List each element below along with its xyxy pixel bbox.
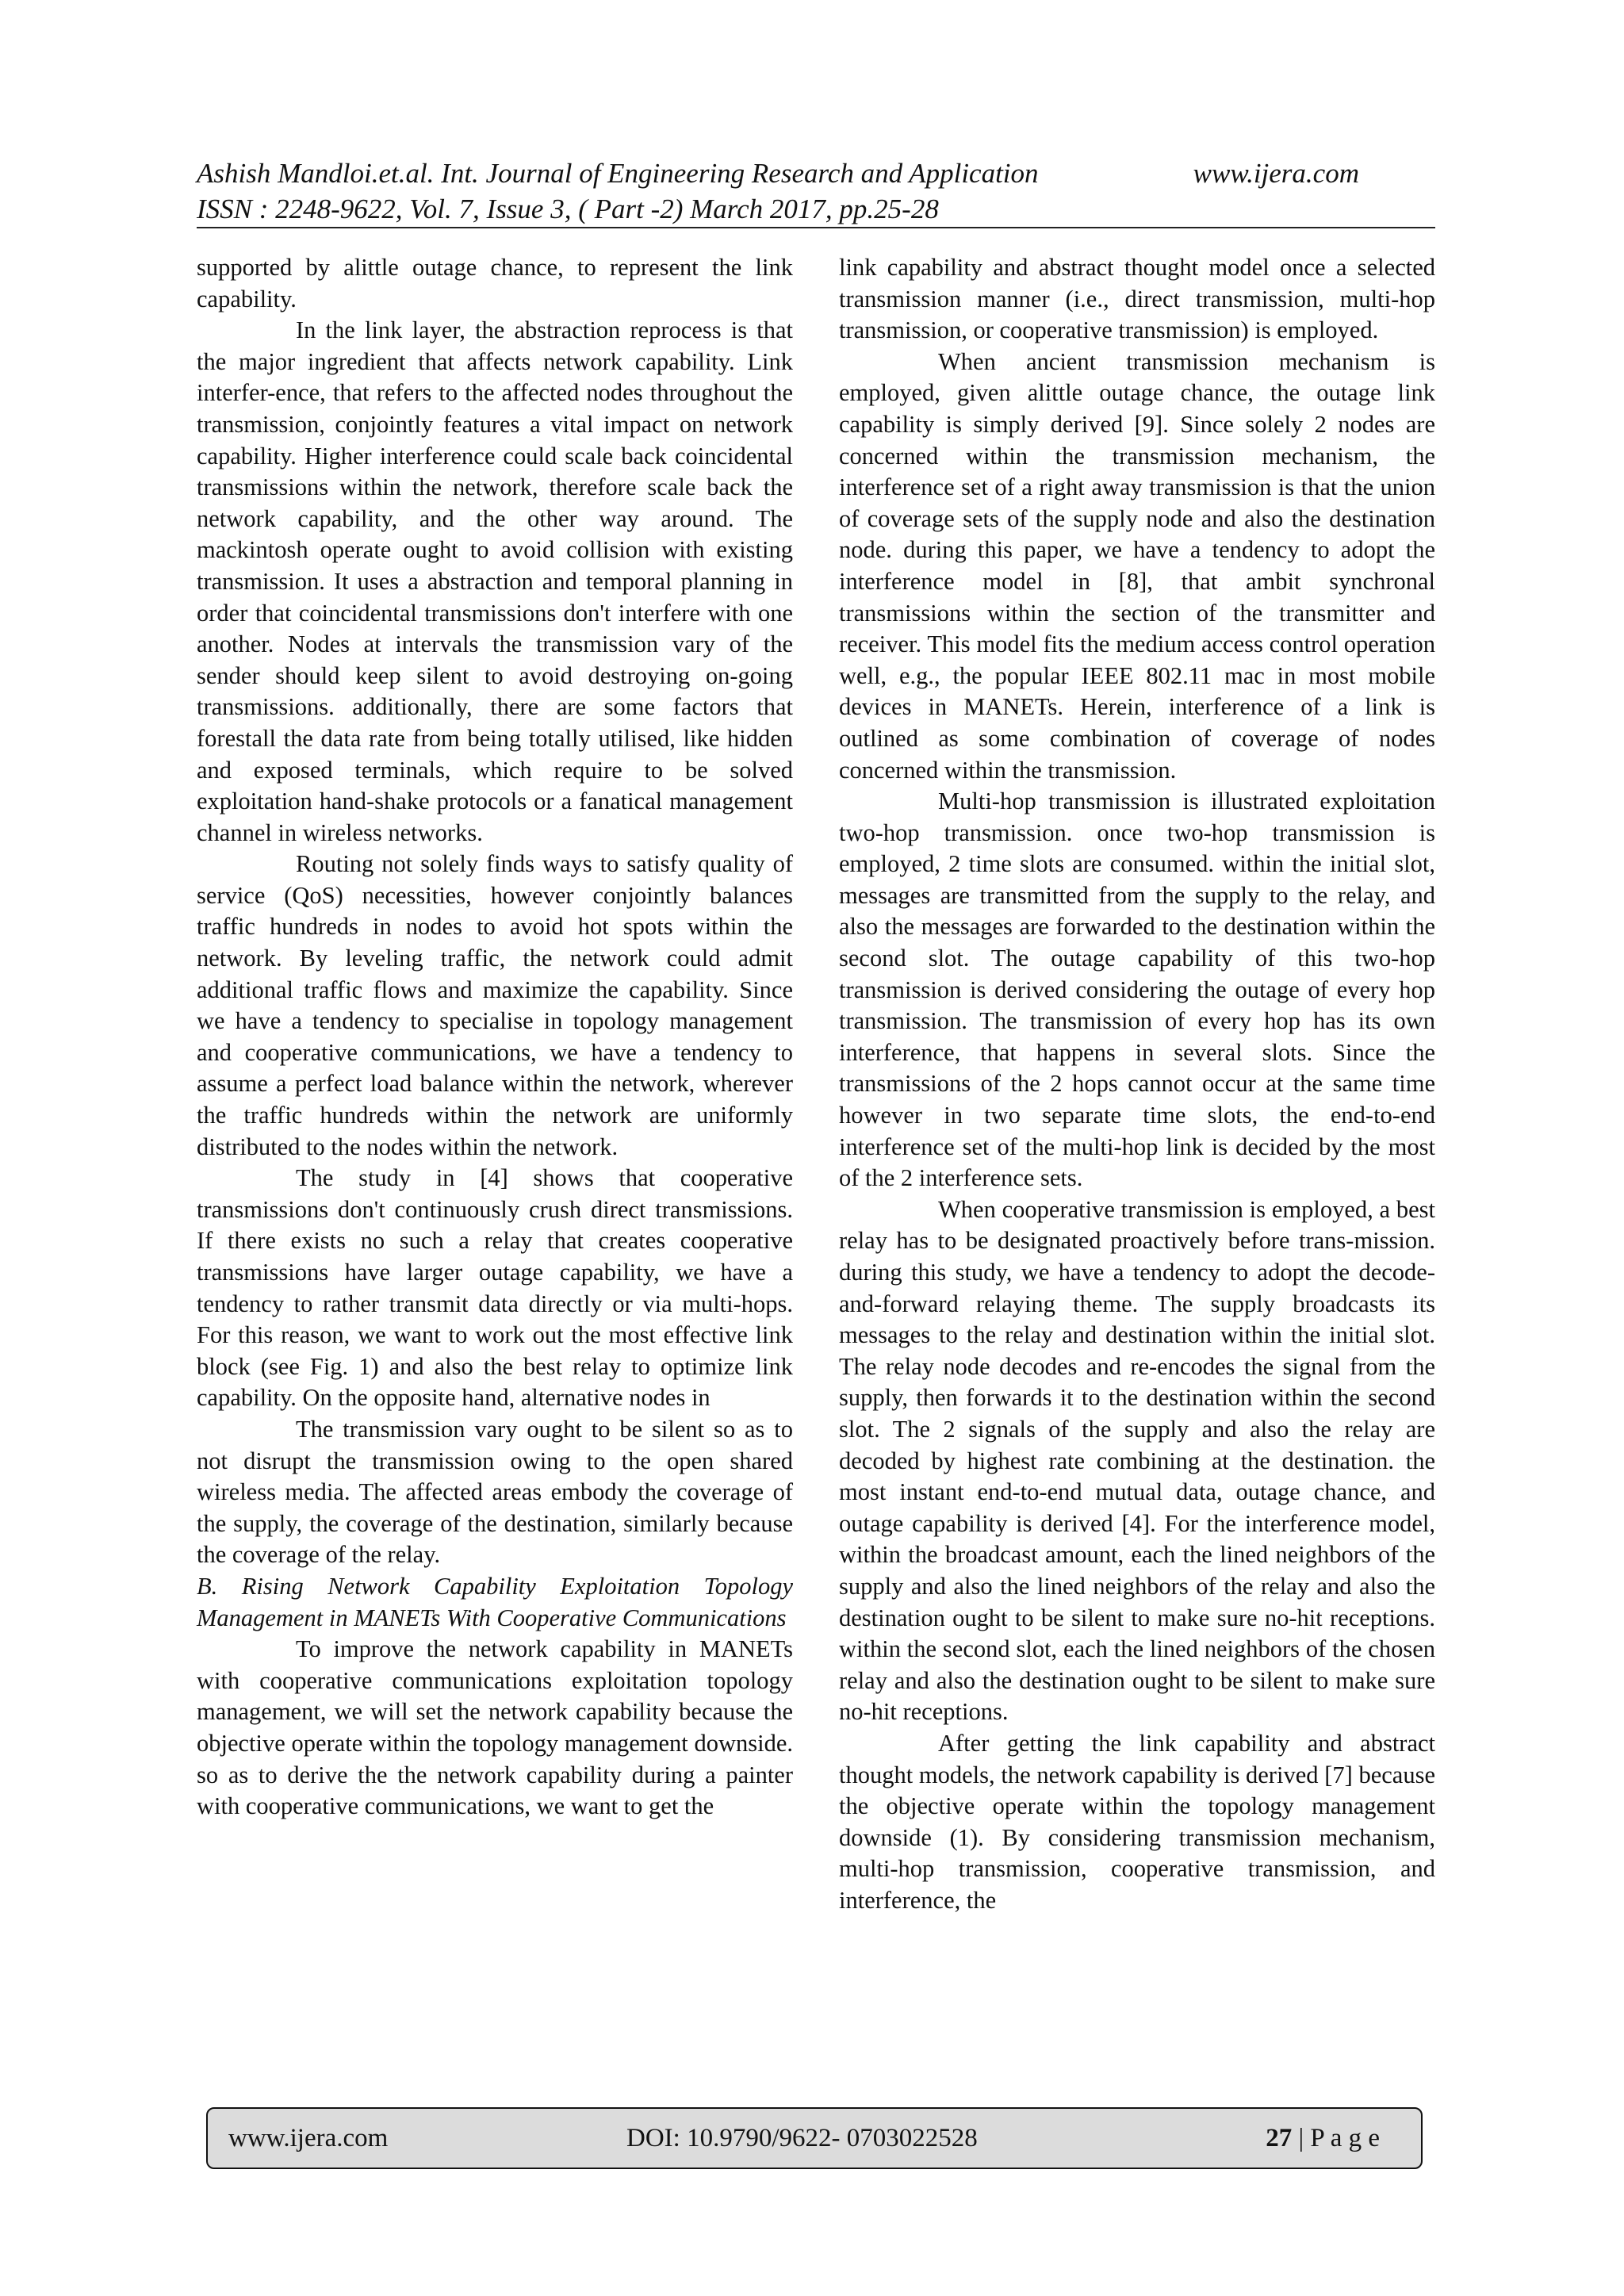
footer-url[interactable]: www.ijera.com	[228, 2124, 389, 2152]
page-footer	[206, 2107, 1423, 2169]
paragraph: The study in [4] shows that cooperative transmissions don't continuously crush direct transmissions. If there exists no such a relay that creates cooperative transmissions have larger outage capability, we have a tendency to rather transmit data directly or via multi-hops. For this reason, we want to work out the most effective link block (see Fig. 1) and also the best relay to optimize link capability. On the opposite hand, alternative nodes in	[197, 1164, 793, 1412]
paragraph: After getting the link capability and abstract thought models, the network capability is derived [7] because the objective operate within the topology management downside (1). By considering transmission mechanism, multi-hop transmission, cooperative transmission, and interference, the	[839, 1729, 1435, 1914]
paragraph: Routing not solely finds ways to satisfy quality of service (QoS) necessities, however conjointly balances traffic hundreds in nodes to avoid hot spots within the network. By leveling traffic, the network could admit additional traffic flows and maximize the capability. Since we have a tendency to specialise in topology management and cooperative communications, we have a tendency to assume a perfect load balance within the network, wherever the traffic hundreds within the network are uniformly distributed to the nodes within the network.	[197, 850, 793, 1160]
right-column	[839, 252, 1435, 1916]
journal-url[interactable]: www.ijera.com	[1193, 158, 1359, 189]
paragraph: When cooperative transmission is employed, a best relay has to be designated proactively before trans-mission. during this study, we have a tendency to adopt the decode-and-forward relaying theme. The supply broadcasts its messages to the relay and destination within the initial slot. The relay node decodes and re-encodes the signal from the supply, then forwards it to the destination within the second slot. The 2 signals of the supply and also the relay are decoded by highest rate combining at the destination. the most instant end-to-end mutual data, outage chance, and outage capability is derived [4]. For the interference model, within the broadcast amount, each the lined neighbors of the supply and also the lined neighbors of the relay and also the destination ought to be silent to make sure no-hit receptions. within the second slot, each the lined neighbors of the chosen relay and also the destination ought to be silent to make sure no-hit receptions.	[839, 1195, 1435, 1726]
running-header	[197, 155, 1435, 227]
page-label: | P a g e	[1292, 2124, 1380, 2152]
paragraph: In the link layer, the abstraction reprocess is that the major ingredient that affects network capability. Link interfer-ence, that refers to the affected nodes throughout the transmission, conjointly features a vital impact on network capability. Higher interference could scale back coincidental transmissions within the network, therefore scale back the network capability, and the other way around. The mackintosh operate ought to avoid collision with existing transmission. It uses a abstraction and temporal planning in order that coincidental transmissions don't interfere with one another. Nodes at intervals the transmission vary of the sender should keep silent to avoid destroying on-going transmissions. additionally, there are some factors that forestall the data rate from being totally utilised, like hidden and exposed terminals, which require to be solved exploitation hand-shake protocols or a fanatical management channel in wireless networks.	[197, 316, 793, 846]
paragraph: The transmission vary ought to be silent so as to not disrupt the transmission owing to the open shared wireless media. The affected areas embody the coverage of the supply, the coverage of the destination, similarly because the coverage of the relay.	[197, 1415, 793, 1569]
paragraph: supported by alittle outage chance, to represent the link capability.	[197, 254, 793, 312]
page-number-value: 27	[1266, 2124, 1293, 2152]
header-divider	[197, 227, 1435, 228]
paragraph: Multi-hop transmission is illustrated exploitation two-hop transmission. once two-hop transmission is employed, 2 time slots are consumed. within the initial slot, messages are transmitted from the supply to the relay, and also the messages are forwarded to the destination within the second slot. The outage capability of this two-hop transmission is derived considering the outage of every hop transmission. The transmission of every hop has its own interference, that happens in several slots. Since the transmissions of the 2 hops cannot occur at the same time however in two separate time slots, the end-to-end interference set of the multi-hop link is decided by the most of the 2 interference sets.	[839, 788, 1435, 1192]
section-heading: B. Rising Network Capability Exploitation Topology Management in MANETs With Cooperative Communications	[197, 1572, 793, 1631]
issn-line: ISSN : 2248-9622, Vol. 7, Issue 3, ( Part -2) March 2017, pp.25-28	[197, 194, 939, 224]
page-number	[1266, 2109, 1380, 2168]
paragraph: link capability and abstract thought model once a selected transmission manner (i.e., direct transmission, multi-hop transmission, or cooperative transmission) is employed.	[839, 254, 1435, 344]
paragraph: To improve the network capability in MANETs with cooperative communications exploitation topology management, we will set the network capability because the objective operate within the topology management downside. so as to derive the the network capability during a painter with cooperative communications, we want to get the	[197, 1635, 793, 1820]
paragraph: When ancient transmission mechanism is employed, given alittle outage chance, the outage link capability is simply derived [9]. Since solely 2 nodes are concerned within the transmission mechanism, the interference set of a right away transmission is that the union of coverage sets of the supply node and also the destination node. during this paper, we have a tendency to adopt the interference model in [8], that ambit synchronal transmissions within the section of the transmitter and receiver. This model fits the medium access control operation well, e.g., the popular IEEE 802.11 mac in most mobile devices in MANETs. Herein, interference of a link is outlined as some combination of coverage of nodes concerned within the transmission.	[839, 347, 1435, 784]
left-column	[197, 252, 793, 1823]
footer-doi: DOI: 10.9790/9622- 0703022528	[626, 2124, 978, 2152]
journal-citation: Ashish Mandloi.et.al. Int. Journal of Engineering Research and Application	[197, 158, 1039, 189]
